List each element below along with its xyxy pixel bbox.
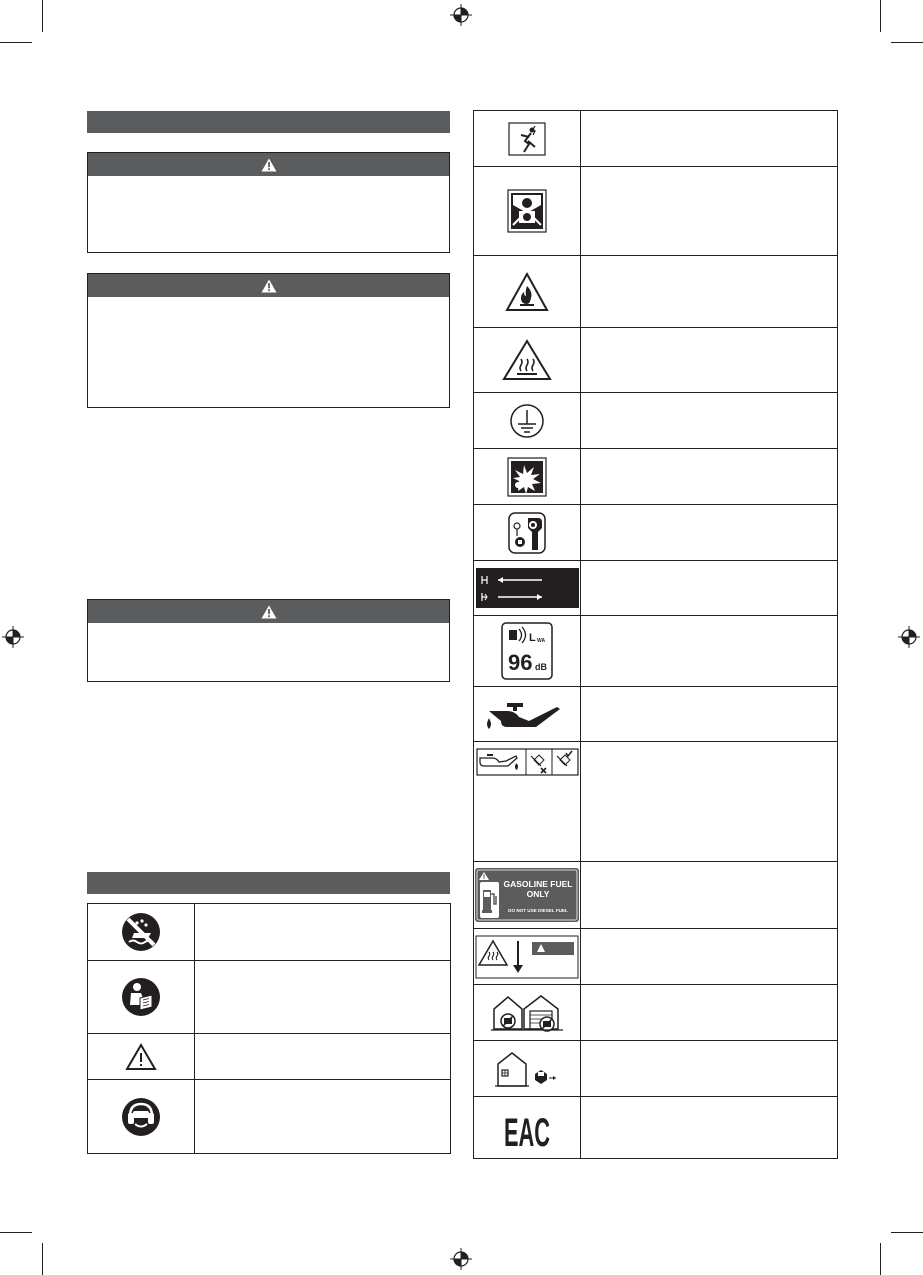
wear-eye-ear-protection-icon	[120, 1096, 162, 1138]
symbol-cell	[88, 904, 195, 961]
table-row	[474, 687, 838, 742]
choke-open-close-label-icon	[476, 568, 579, 608]
no-water-exposure-icon	[120, 911, 162, 953]
description-cell	[581, 616, 838, 687]
noise-level-unit: dB	[535, 662, 547, 672]
symbol-cell	[474, 449, 581, 505]
table-row	[88, 961, 451, 1034]
warning-box	[87, 273, 450, 408]
table-row	[474, 862, 838, 929]
description-cell	[581, 687, 838, 742]
safety-alert-icon	[125, 1043, 157, 1071]
gasoline-label-line2: ONLY	[526, 889, 550, 899]
crop-mark	[880, 0, 881, 32]
table-row	[474, 449, 838, 505]
description-cell	[581, 256, 838, 328]
crop-mark	[891, 42, 923, 43]
table-row	[474, 328, 838, 393]
ground-terminal-icon	[509, 403, 545, 439]
description-cell	[581, 561, 838, 616]
table-row	[474, 742, 838, 862]
symbol-cell	[474, 929, 581, 985]
description-cell	[581, 985, 838, 1041]
warning-box	[87, 152, 450, 253]
description-cell	[581, 862, 838, 929]
description-cell	[195, 1080, 451, 1154]
symbol-cell	[474, 985, 581, 1041]
description-cell	[581, 167, 838, 256]
crop-mark	[0, 42, 32, 43]
description-cell	[581, 393, 838, 449]
symbol-cell	[474, 393, 581, 449]
symbol-cell	[88, 1034, 195, 1080]
explosion-hazard-icon	[507, 457, 547, 497]
hot-surface-icon	[502, 339, 552, 381]
warning-box	[87, 599, 450, 682]
registration-mark-icon	[2, 626, 24, 648]
warning-box-header	[88, 274, 449, 297]
read-manual-icon	[120, 976, 162, 1018]
eac-mark: EAC	[504, 1110, 550, 1155]
warning-triangle-icon	[261, 158, 277, 172]
crop-mark	[42, 0, 43, 32]
symbol-cell	[474, 1041, 581, 1097]
table-row	[474, 561, 838, 616]
registration-mark-icon	[450, 4, 472, 26]
table-row	[88, 1080, 451, 1154]
choke-lever-icon	[508, 512, 546, 554]
section-header-bar	[87, 872, 450, 894]
warning-triangle-icon	[261, 279, 277, 293]
description-cell	[581, 929, 838, 985]
table-row	[474, 393, 838, 449]
symbol-cell	[474, 742, 581, 862]
gasoline-label-line1: GASOLINE FUEL	[503, 879, 573, 889]
description-cell	[581, 1097, 838, 1159]
table-row	[474, 616, 838, 687]
symbol-cell	[88, 961, 195, 1034]
description-cell	[581, 328, 838, 393]
sound-power-level-icon	[501, 622, 553, 680]
lwa-label: L	[529, 632, 536, 644]
gasoline-label-line3: DO NOT USE DIESEL FUEL	[508, 908, 568, 913]
oil-fill-instructions-label-icon	[476, 748, 579, 776]
noise-level-value: 96	[508, 650, 533, 675]
symbol-cell	[474, 616, 581, 687]
table-row	[88, 1034, 451, 1080]
description-cell	[581, 742, 838, 862]
lwa-subscript: WA	[537, 638, 546, 644]
warning-triangle-icon	[261, 605, 277, 619]
table-row	[88, 904, 451, 961]
symbol-cell	[474, 687, 581, 742]
description-cell	[195, 1034, 451, 1080]
table-row	[474, 1041, 838, 1097]
registration-mark-icon	[898, 626, 920, 648]
operate-outdoors-icon	[495, 1050, 559, 1088]
symbol-cell	[474, 256, 581, 328]
symbol-cell	[474, 167, 581, 256]
warning-box-header	[88, 153, 449, 176]
description-cell	[581, 505, 838, 561]
table-row	[474, 167, 838, 256]
table-row	[474, 1097, 838, 1159]
table-row	[474, 985, 838, 1041]
table-row	[474, 929, 838, 985]
description-cell	[195, 961, 451, 1034]
hot-surface-warning-label-icon	[475, 935, 579, 979]
crop-mark	[42, 1243, 43, 1275]
crop-mark	[880, 1243, 881, 1275]
description-cell	[581, 111, 838, 167]
description-cell	[581, 1041, 838, 1097]
symbol-cell	[474, 561, 581, 616]
electric-shock-icon	[508, 122, 546, 156]
description-cell	[195, 904, 451, 961]
symbol-cell	[474, 1097, 581, 1159]
symbol-table-left	[87, 903, 451, 1154]
symbol-cell	[474, 505, 581, 561]
symbol-cell	[88, 1080, 195, 1154]
gasoline-fuel-only-label-icon	[475, 868, 579, 922]
symbol-cell	[474, 328, 581, 393]
registration-mark-icon	[450, 1248, 472, 1270]
warning-box-header	[88, 600, 449, 623]
crop-mark	[891, 1232, 923, 1233]
symbol-table-right	[473, 110, 838, 1159]
fire-hazard-icon	[505, 272, 549, 312]
table-row	[474, 256, 838, 328]
carbon-monoxide-poisoning-icon	[507, 189, 547, 233]
symbol-cell	[474, 862, 581, 929]
table-row	[474, 505, 838, 561]
do-not-use-indoors-icon	[491, 993, 563, 1033]
eac-conformity-mark-icon	[503, 1106, 551, 1155]
engine-oil-icon	[487, 697, 567, 731]
description-cell	[581, 449, 838, 505]
crop-mark	[0, 1232, 32, 1233]
symbol-cell	[474, 111, 581, 167]
section-header-bar	[87, 111, 450, 133]
table-row	[474, 111, 838, 167]
